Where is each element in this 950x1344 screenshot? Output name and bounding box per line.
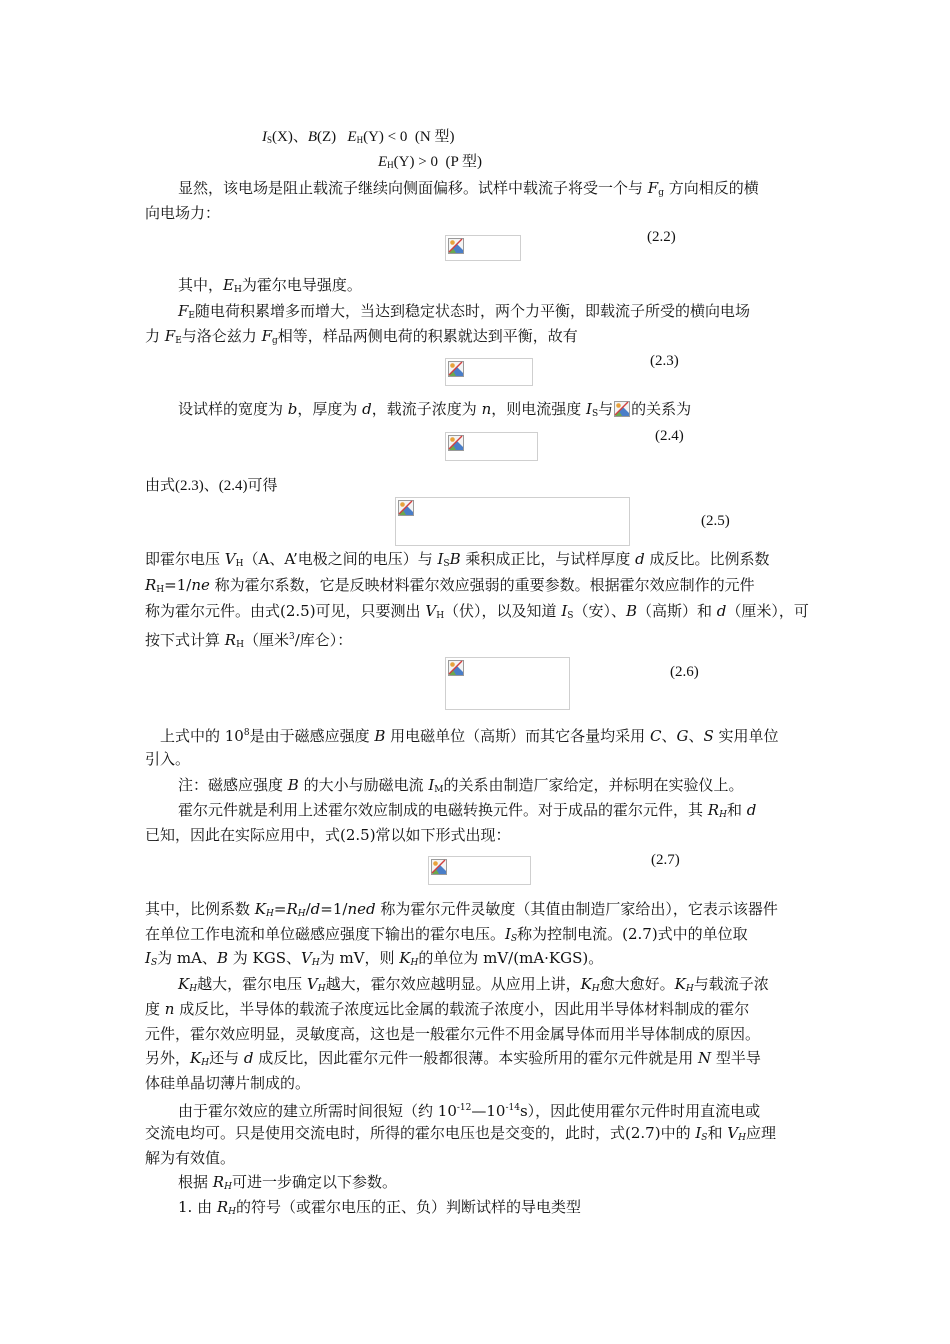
paragraph-line: 交流电均可。只是使用交流电时，所得的霍尔电压也是交变的，此时，式(2.7)中的 $I_S$和 $V_H$应理 — [145, 1124, 776, 1143]
paragraph-line: 由于霍尔效应的建立所需时间很短（约 $10^{-12}—10^{-14}s$），因此使用霍尔元件时用直流电或 — [178, 1102, 761, 1120]
paragraph-line: $K_H$越大，霍尔电压 $V_H$越大，霍尔效应越明显。从应用上讲，$K_H$愈大愈好。$K_H$与载流子浓 — [178, 975, 769, 994]
equation-number: (2.6) — [670, 664, 699, 680]
broken-image-icon — [448, 435, 464, 451]
paragraph-line: 在单位工作电流和单位磁感应强度下输出的霍尔电压。$I_S$称为控制电流。(2.7)式中的单位取 — [145, 925, 748, 944]
equation-number: (2.5) — [701, 513, 730, 529]
paragraph-line: 另外，$K_H$还与 d 成反比，因此霍尔元件一般都很薄。本实验所用的霍尔元件就是用 N 型半导 — [145, 1049, 761, 1068]
paragraph-line: 引入。 — [145, 750, 191, 768]
paragraph-line: 体硅单晶切薄片制成的。 — [145, 1074, 311, 1092]
equation-number: (2.4) — [655, 428, 684, 444]
paragraph-line: 即霍尔电压 $V_H(A$、A’电极之间的电压）与 $I_SB$ 乘积成正比，与试样厚度 d 成反比。比例系数 — [145, 550, 770, 569]
paragraph-line: 称为霍尔元件。由式(2.5)可见，只要测出 $V_H$（伏），以及知道 $I_S$（安）、B（高斯）和 d（厘米），可 — [145, 602, 809, 621]
paragraph-line: $R_H=1/ne$ 称为霍尔系数，它是反映材料霍尔效应强弱的重要参数。根据霍尔效应制作的元件 — [145, 576, 755, 595]
equation-image-2-4 — [445, 432, 538, 461]
broken-image-icon — [448, 238, 464, 254]
paragraph-line: $F_E$随电荷积累增多而增大，当达到稳定状态时，两个力平衡，即载流子所受的横向电场 — [178, 302, 751, 321]
equation-image-2-6 — [445, 657, 570, 710]
equation-number: (2.3) — [650, 353, 679, 369]
paragraph-line: 按下式计算 $R_H$（厘米$^3$/库仑）： — [145, 631, 353, 650]
paragraph-line: 霍尔元件就是利用上述霍尔效应制成的电磁转换元件。对于成品的霍尔元件，其 $R_H$和 d — [178, 801, 757, 820]
paragraph-line: 其中，$E_H$为霍尔电导强度。 — [178, 276, 362, 295]
broken-image-icon — [448, 660, 464, 676]
inline-image — [613, 400, 631, 418]
paragraph-line: 上式中的 $10^8$是由于磁感应强度 B 用电磁单位（高斯）而其它各量均采用 C、G、S 实用单位 — [160, 727, 779, 745]
paragraph-line: $I_S$为 mA、B 为 KGS、$V_H$为 mV，则 $K_H$的单位为 mV/(mA·KGS)。 — [145, 949, 604, 968]
paragraph-line: 度 n 成反比，半导体的载流子浓度远比金属的载流子浓度小，因此用半导体材料制成的霍尔 — [145, 1000, 750, 1018]
broken-image-icon — [614, 401, 630, 417]
equation-image-2-2 — [445, 235, 521, 261]
paragraph-line: 力 $F_E$与洛仑兹力 $F_g$相等，样品两侧电荷的积累就达到平衡，故有 — [145, 327, 578, 346]
paragraph-line: 已知，因此在实际应用中，式(2.5)常以如下形式出现： — [145, 826, 511, 844]
equation-number: (2.2) — [647, 229, 676, 245]
condition-line-n-type: $I_S(X)$、B(Z) $E_H(Y) < 0$ (N 型) — [262, 129, 455, 145]
paragraph-line: 根据 $R_H$可进一步确定以下参数。 — [178, 1173, 397, 1192]
paragraph-line: 元件，霍尔效应明显，灵敏度高，这也是一般霍尔元件不用金属导体而用半导体制成的原因。 — [145, 1025, 761, 1043]
paragraph-line: 显然，该电场是阻止载流子继续向侧面偏移。试样中载流子将受一个与 $F_g$ 方向相反的横 — [178, 179, 759, 198]
paragraph-line: 其中，比例系数 $K_H=R_H/d=1$/ned 称为霍尔元件灵敏度（其值由制造厂家给出），它表示该器件 — [145, 900, 778, 919]
equation-image-2-3 — [445, 358, 533, 386]
paragraph-line: 由式(2.3)、(2.4)可得 — [145, 478, 278, 494]
paragraph-line: 向电场力： — [145, 204, 221, 222]
broken-image-icon — [448, 361, 464, 377]
equation-image-2-7 — [428, 856, 531, 885]
broken-image-icon — [398, 500, 414, 516]
condition-line-p-type: $E_H(Y) > 0$ (P 型) — [378, 154, 482, 170]
paragraph-line: 注：磁感应强度 B 的大小与励磁电流 $I_M$的关系由制造厂家给定，并标明在实验仪上。 — [178, 776, 744, 795]
paragraph-line: 解为有效值。 — [145, 1149, 236, 1167]
equation-image-2-5 — [395, 497, 630, 546]
equation-number: (2.7) — [651, 852, 680, 868]
list-item: 1. 由 $R_H$的符号（或霍尔电压的正、负）判断试样的导电类型 — [178, 1198, 582, 1217]
broken-image-icon — [431, 859, 447, 875]
paragraph-line: 设试样的宽度为 b，厚度为 d，载流子浓度为 n，则电流强度 $I_S$与 的关系为 — [178, 400, 692, 419]
